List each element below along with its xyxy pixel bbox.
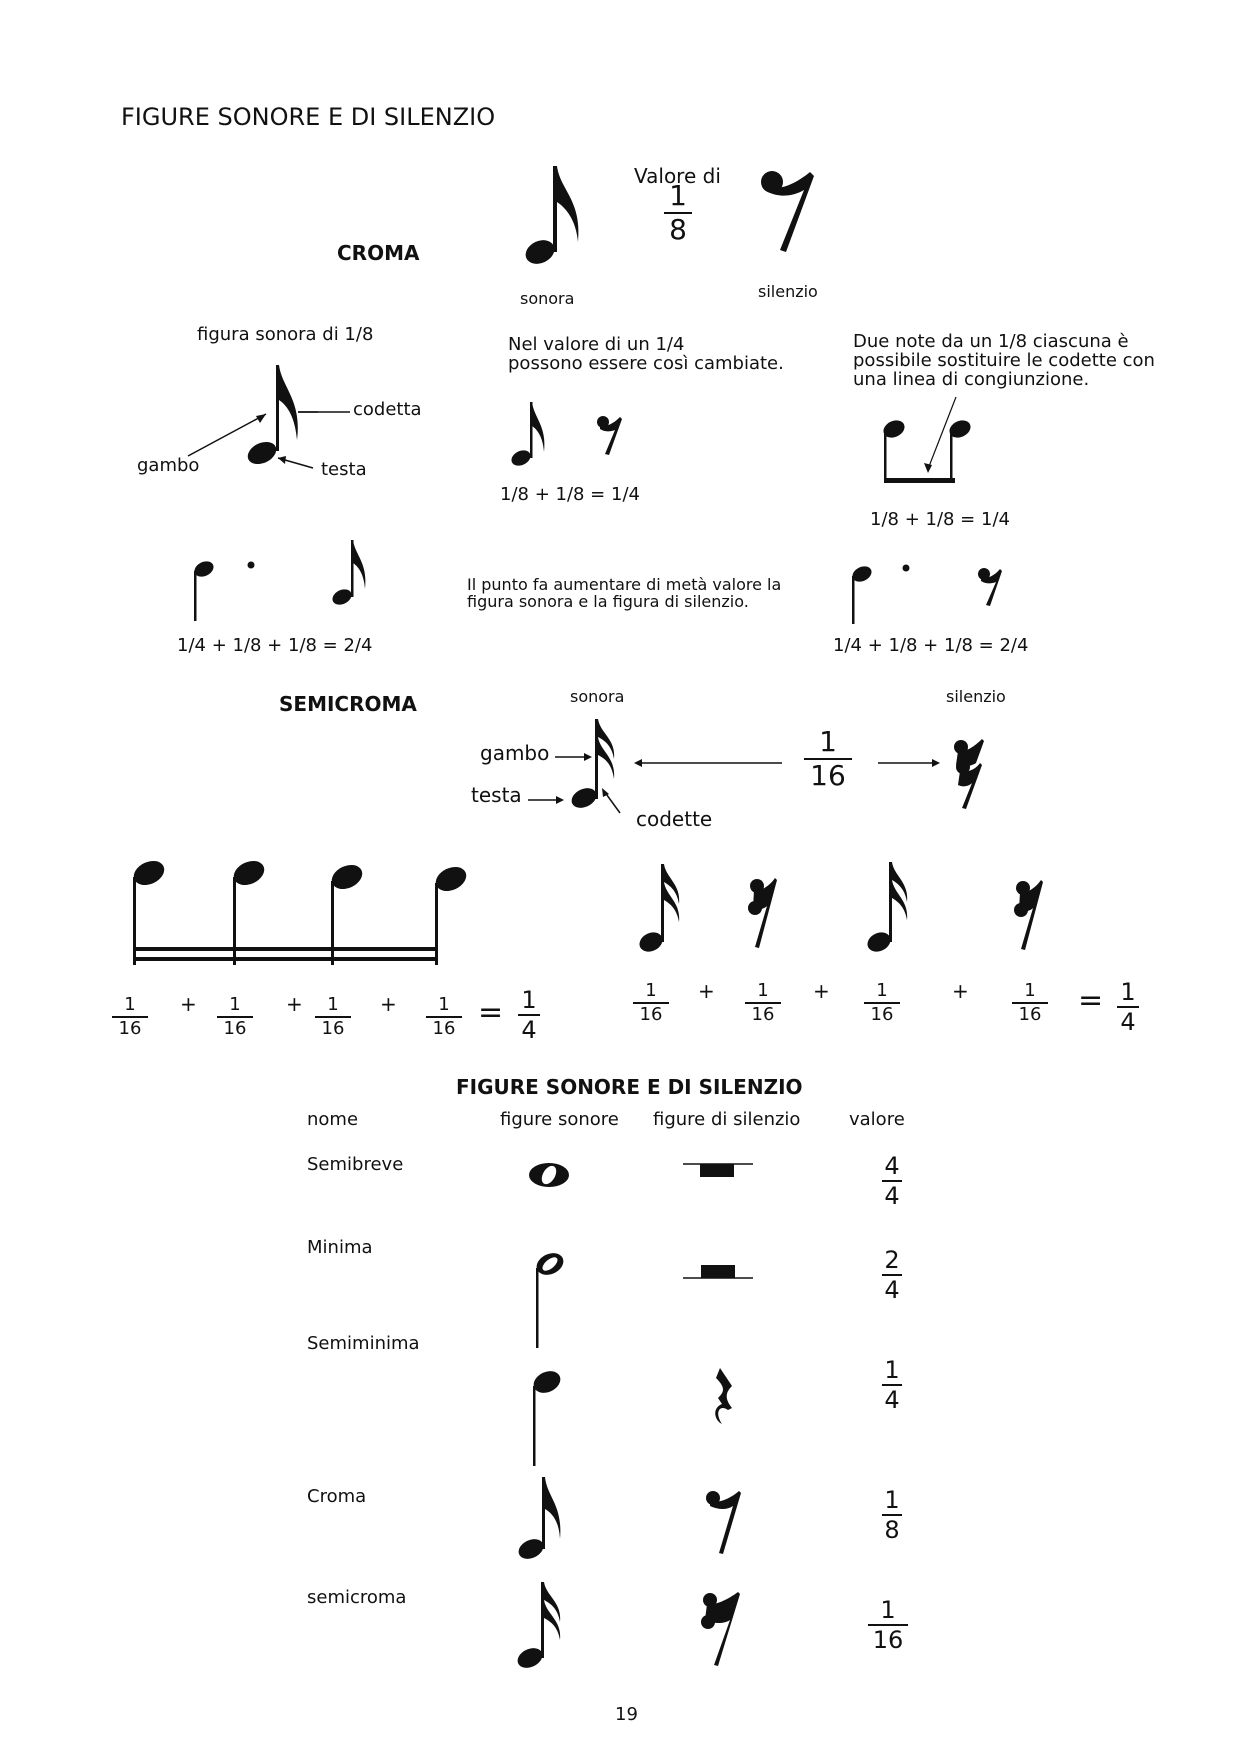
equals-sign: = xyxy=(478,995,504,1030)
row-name-minima: Minima xyxy=(307,1237,373,1258)
sixteenth-rest-icon xyxy=(700,1590,750,1670)
semicroma-heading: SEMICROMA xyxy=(279,692,417,716)
beam-text-line2: possibile sostituire le codette con xyxy=(853,350,1155,371)
croma-heading: CROMA xyxy=(337,241,420,265)
half-rest-icon xyxy=(683,1262,753,1282)
semicroma-gambo-label: gambo xyxy=(480,741,550,765)
fraction-denominator: 4 xyxy=(1120,1008,1136,1036)
codetta-label: codetta xyxy=(353,399,422,420)
header-nome: nome xyxy=(307,1109,359,1130)
eighth-rest-icon xyxy=(705,1490,745,1560)
fraction-numerator: 1 xyxy=(124,994,136,1015)
row-value-semicroma xyxy=(868,1598,908,1652)
fraction-denominator: 16 xyxy=(810,759,846,792)
dotted-quarter-and-eighth-icon xyxy=(190,535,380,625)
beam-text-line3: una linea di congiunzione. xyxy=(853,369,1090,390)
fraction-numerator: 1 xyxy=(884,1356,900,1384)
semicroma-sonora-label: sonora xyxy=(570,687,625,706)
fraction-numerator: 1 xyxy=(757,980,769,1001)
header-valore: valore xyxy=(849,1109,905,1130)
page-title: FIGURE SONORE E DI SILENZIO xyxy=(121,103,496,131)
fraction-numerator: 1 xyxy=(1120,978,1136,1006)
eighth-rest-icon xyxy=(760,170,820,255)
fraction-numerator: 1 xyxy=(438,994,450,1015)
whole-rest-icon xyxy=(683,1160,753,1180)
sixteenth-notes-and-rests-icon xyxy=(635,860,1065,960)
sixteenth-anatomy-diagram xyxy=(520,715,1000,815)
change-text-line2: possono essere così cambiate. xyxy=(508,353,784,374)
row-value-semiminima xyxy=(882,1358,902,1412)
fraction-denominator: 8 xyxy=(669,213,687,246)
sum-left-fraction-3 xyxy=(315,996,351,1038)
fraction-denominator: 4 xyxy=(884,1386,900,1414)
fraction-denominator: 4 xyxy=(884,1182,900,1210)
sum-left-result xyxy=(518,988,540,1042)
sum-right-fraction-1 xyxy=(633,982,669,1024)
anatomy-title: figura sonora di 1/8 xyxy=(197,324,374,345)
dot-text-line2: figura sonora e la figura di silenzio. xyxy=(467,592,749,611)
half-note-icon xyxy=(530,1250,570,1350)
plus-sign: + xyxy=(380,992,397,1016)
plus-sign: + xyxy=(180,992,197,1016)
testa-label: testa xyxy=(321,459,367,480)
fraction-denominator: 16 xyxy=(1018,1004,1042,1025)
sum-left-fraction-2 xyxy=(217,996,253,1038)
fraction-numerator: 1 xyxy=(819,725,837,758)
dotted-quarter-and-eighth-rest-icon xyxy=(848,560,1008,630)
croma-value-label: Valore di xyxy=(634,164,721,188)
eighth-note-and-rest-icon xyxy=(505,400,625,470)
eighth-note-icon xyxy=(515,1475,565,1565)
beam-formula: 1/8 + 1/8 = 1/4 xyxy=(870,509,1010,530)
plus-sign: + xyxy=(286,992,303,1016)
header-figure-silenzio: figure di silenzio xyxy=(653,1109,801,1130)
gambo-label: gambo xyxy=(137,455,200,476)
fraction-denominator: 4 xyxy=(521,1016,537,1044)
fraction-numerator: 1 xyxy=(327,994,339,1015)
plus-sign: + xyxy=(698,979,715,1003)
codette-label: codette xyxy=(636,807,713,831)
sum-right-result xyxy=(1117,980,1139,1034)
fraction-denominator: 16 xyxy=(872,1626,904,1654)
fraction-denominator: 4 xyxy=(884,1276,900,1304)
quarter-note-icon xyxy=(527,1368,567,1468)
change-text-line1: Nel valore di un 1/4 xyxy=(508,334,685,355)
fraction-denominator: 16 xyxy=(870,1004,894,1025)
fraction-numerator: 1 xyxy=(645,980,657,1001)
fraction-denominator: 16 xyxy=(118,1018,142,1039)
fraction-denominator: 16 xyxy=(639,1004,663,1025)
semicroma-testa-label: testa xyxy=(471,783,522,807)
fraction-denominator: 16 xyxy=(321,1018,345,1039)
croma-value-fraction xyxy=(664,179,692,246)
sum-right-fraction-4 xyxy=(1012,982,1048,1024)
row-name-croma: Croma xyxy=(307,1486,367,1507)
plus-sign: + xyxy=(813,979,830,1003)
row-name-semibreve: Semibreve xyxy=(307,1154,404,1175)
fraction-denominator: 16 xyxy=(432,1018,456,1039)
dot-text-line1: Il punto fa aumentare di metà valore la xyxy=(467,575,782,594)
header-figure-sonore: figure sonore xyxy=(500,1109,619,1130)
fraction-numerator: 1 xyxy=(884,1486,900,1514)
beam-text-line1: Due note da un 1/8 ciascuna è xyxy=(853,331,1129,352)
fraction-denominator: 8 xyxy=(884,1516,900,1544)
fraction-denominator: 16 xyxy=(223,1018,247,1039)
eighth-note-icon xyxy=(520,160,590,270)
change-formula: 1/8 + 1/8 = 1/4 xyxy=(500,484,640,505)
fraction-numerator: 2 xyxy=(884,1246,900,1274)
table-title: FIGURE SONORE E DI SILENZIO xyxy=(456,1075,803,1099)
dot-formula-right: 1/4 + 1/8 + 1/8 = 2/4 xyxy=(833,635,1029,656)
page-number: 19 xyxy=(615,1704,638,1725)
row-name-semiminima: Semiminima xyxy=(307,1333,420,1354)
beamed-sixteenth-notes-icon xyxy=(125,855,475,970)
row-value-minima xyxy=(882,1248,902,1302)
quarter-rest-icon xyxy=(710,1368,740,1438)
sum-left-fraction-1 xyxy=(112,996,148,1038)
fraction-numerator: 1 xyxy=(521,986,537,1014)
plus-sign: + xyxy=(952,979,969,1003)
row-value-semibreve xyxy=(882,1154,902,1208)
croma-silenzio-label: silenzio xyxy=(758,282,818,301)
dot-formula-left: 1/4 + 1/8 + 1/8 = 2/4 xyxy=(177,635,373,656)
fraction-numerator: 1 xyxy=(876,980,888,1001)
sixteenth-note-icon xyxy=(514,1580,564,1672)
row-value-croma xyxy=(882,1488,902,1542)
row-name-semicroma: semicroma xyxy=(307,1587,407,1608)
sum-right-fraction-3 xyxy=(864,982,900,1024)
fraction-numerator: 4 xyxy=(884,1152,900,1180)
fraction-numerator: 1 xyxy=(669,179,687,212)
croma-sonora-label: sonora xyxy=(520,289,575,308)
equals-sign: = xyxy=(1078,983,1104,1018)
fraction-numerator: 1 xyxy=(880,1596,896,1624)
semicroma-silenzio-label: silenzio xyxy=(946,687,1006,706)
fraction-numerator: 1 xyxy=(1024,980,1036,1001)
sum-left-fraction-4 xyxy=(426,996,462,1038)
sum-right-fraction-2 xyxy=(745,982,781,1024)
fraction-numerator: 1 xyxy=(229,994,241,1015)
semicroma-value-fraction xyxy=(804,725,852,792)
whole-note-icon xyxy=(527,1160,571,1190)
beamed-eighth-notes-icon xyxy=(880,385,990,485)
fraction-denominator: 16 xyxy=(751,1004,775,1025)
